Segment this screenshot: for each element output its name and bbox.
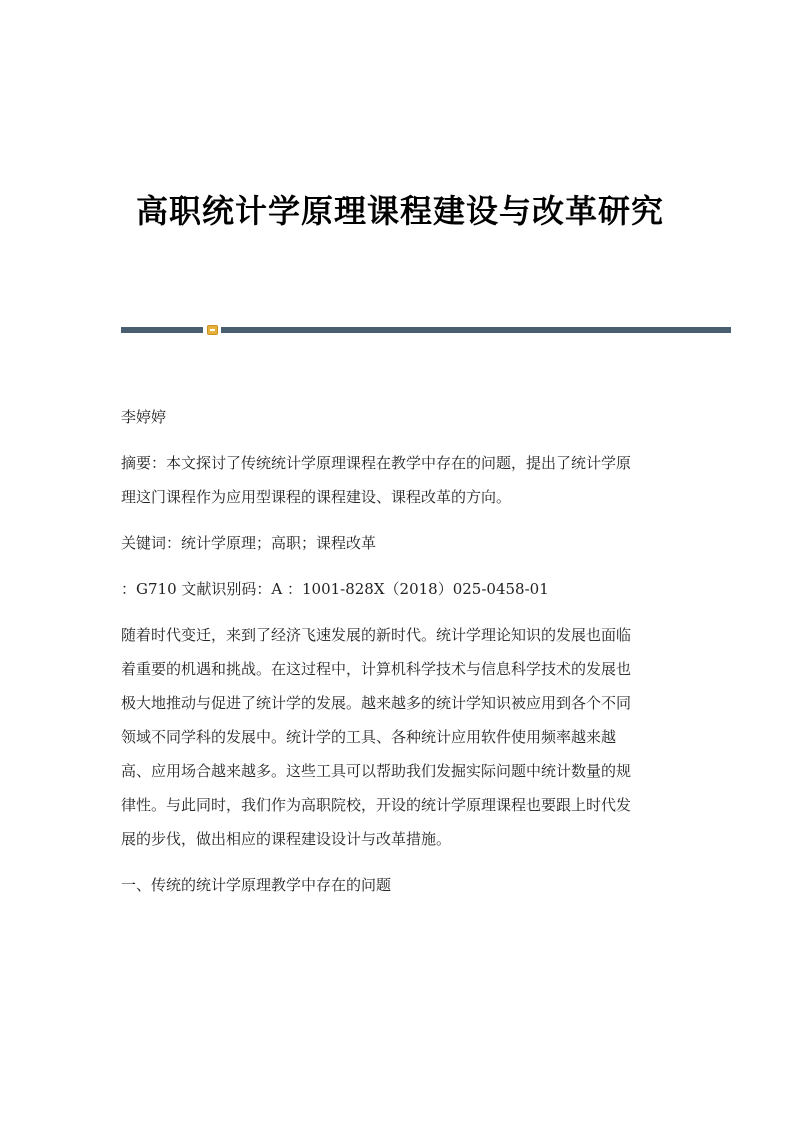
classification-info: ：G710 文献识别码：A ：1001-828X（2018）025-0458-01 — [121, 580, 549, 598]
paragraph-line: 高、应用场合越来越多。这些工具可以帮助我们发掘实际问题中统计数量的规 — [121, 762, 632, 780]
title-divider — [121, 325, 731, 335]
divider-left-bar — [121, 327, 203, 333]
keywords: 关键词：统计学原理；高职；课程改革 — [121, 534, 377, 552]
paragraph-line: 着重要的机遇和挑战。在这过程中，计算机科学技术与信息科学技术的发展也 — [121, 660, 632, 678]
paragraph-line: 展的步伐，做出相应的课程建设设计与改革措施。 — [121, 830, 452, 848]
paragraph-line: 领域不同学科的发展中。统计学的工具、各种统计应用软件使用频率越来越 — [121, 728, 617, 746]
paragraph-line: 随着时代变迁，来到了经济飞速发展的新时代。统计学理论知识的发展也面临 — [121, 626, 632, 644]
paragraph-line: 律性。与此同时，我们作为高职院校，开设的统计学原理课程也要跟上时代发 — [121, 796, 632, 814]
paragraph-line: 极大地推动与促进了统计学的发展。越来越多的统计学知识被应用到各个不同 — [121, 694, 632, 712]
document-body — [121, 400, 681, 902]
abstract-line-2: 理这门课程作为应用型课程的课程建设、课程改革的方向。 — [121, 488, 512, 506]
author: 李婷婷 — [121, 408, 167, 426]
abstract-line-1: 摘要：本文探讨了传统统计学原理课程在教学中存在的问题，提出了统计学原 — [121, 454, 632, 472]
section-heading: 一、传统的统计学原理教学中存在的问题 — [121, 876, 392, 894]
document-title: 高职统计学原理课程建设与改革研究 — [135, 192, 664, 230]
body-paragraph — [121, 618, 681, 856]
divider-right-bar — [221, 327, 731, 333]
divider-ornament-icon — [207, 325, 218, 335]
